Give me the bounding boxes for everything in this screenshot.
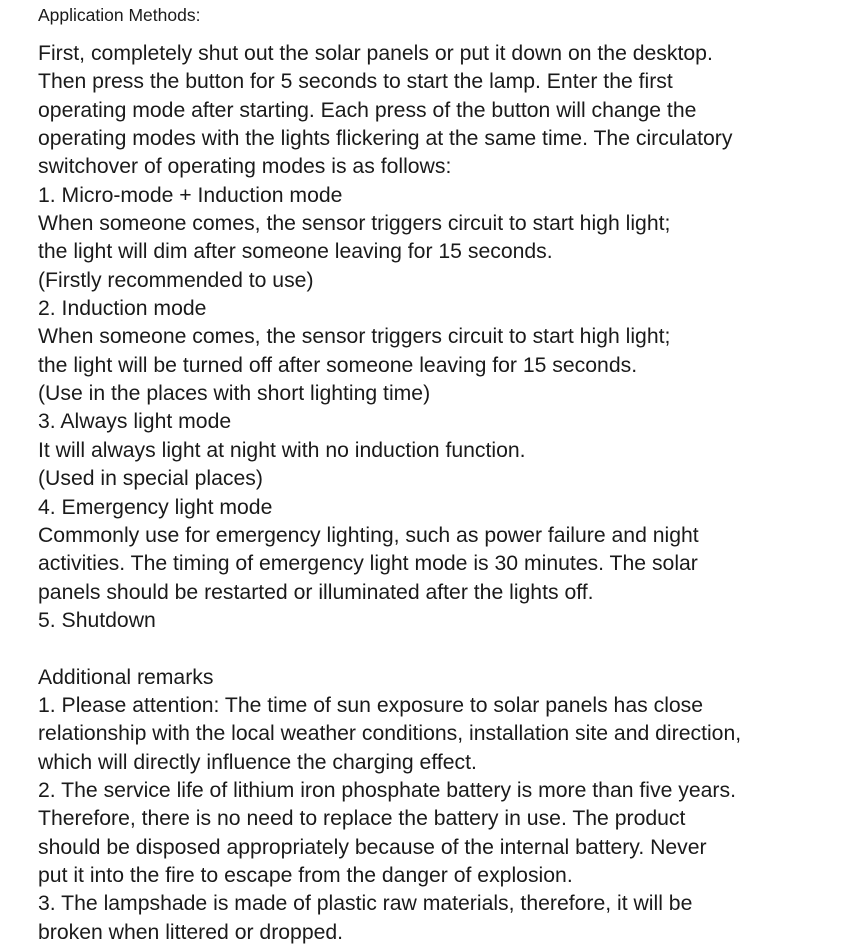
- document: [38, 0, 838, 947]
- text-line: broken when littered or dropped.: [38, 920, 344, 944]
- text-line: (Use in the places with short lighting time): [38, 382, 431, 406]
- mode-item: [38, 182, 838, 295]
- text-line: (Firstly recommended to use): [38, 268, 314, 292]
- text-line: relationship with the local weather conditions, installation site and direction,: [38, 722, 742, 746]
- remarks-section: [38, 664, 838, 947]
- mode-item: [38, 494, 838, 607]
- mode-title: 4. Emergency light mode: [38, 495, 273, 519]
- text-line: the light will dim after someone leaving for 15 seconds.: [38, 240, 553, 264]
- text-line: Therefore, there is no need to replace the battery in use. The product: [38, 807, 686, 831]
- mode-title: 2. Induction mode: [38, 297, 207, 321]
- text-line: Then press the button for 5 seconds to start the lamp. Enter the first: [38, 70, 673, 94]
- text-line: 1. Please attention: The time of sun exposure to solar panels has close: [38, 693, 704, 717]
- remarks-title: Additional remarks: [38, 665, 214, 689]
- text-line: which will directly influence the charging effect.: [38, 750, 477, 774]
- text-line: operating modes with the lights flickering at the same time. The circulatory: [38, 127, 733, 151]
- text-line: First, completely shut out the solar panels or put it down on the desktop.: [38, 42, 713, 65]
- text-line: should be disposed appropriately because of the internal battery. Never: [38, 835, 707, 859]
- text-line: panels should be restarted or illuminated after the lights off.: [38, 580, 594, 604]
- text-line: 3. The lampshade is made of plastic raw materials, therefore, it will be: [38, 892, 693, 916]
- mode-item: [38, 295, 838, 408]
- text-line: operating mode after starting. Each press of the button will change the: [38, 98, 697, 122]
- text-line: switchover of operating modes is as follows:: [38, 155, 452, 179]
- mode-title: 1. Micro-mode + Induction mode: [38, 183, 343, 207]
- text-line: 2. The service life of lithium iron phosphate battery is more than five years.: [38, 778, 736, 802]
- mode-title: 3. Always light mode: [38, 410, 232, 434]
- text-line: When someone comes, the sensor triggers circuit to start high light;: [38, 212, 671, 236]
- text-line: Commonly use for emergency lighting, such as power failure and night: [38, 523, 699, 547]
- intro-paragraph: [38, 40, 838, 182]
- text-line: put it into the fire to escape from the danger of explosion.: [38, 863, 573, 887]
- text-line: the light will be turned off after someone leaving for 15 seconds.: [38, 353, 638, 377]
- text-line: activities. The timing of emergency light mode is 30 minutes. The solar: [38, 552, 698, 576]
- mode-item: [38, 607, 838, 635]
- mode-title: 5. Shutdown: [38, 608, 156, 632]
- mode-item: [38, 408, 838, 493]
- paragraph-gap: [38, 635, 838, 663]
- section-heading: Application Methods:: [38, 5, 201, 25]
- text-line: (Used in special places): [38, 467, 263, 491]
- text-line: It will always light at night with no induction function.: [38, 438, 526, 462]
- text-line: When someone comes, the sensor triggers circuit to start high light;: [38, 325, 671, 349]
